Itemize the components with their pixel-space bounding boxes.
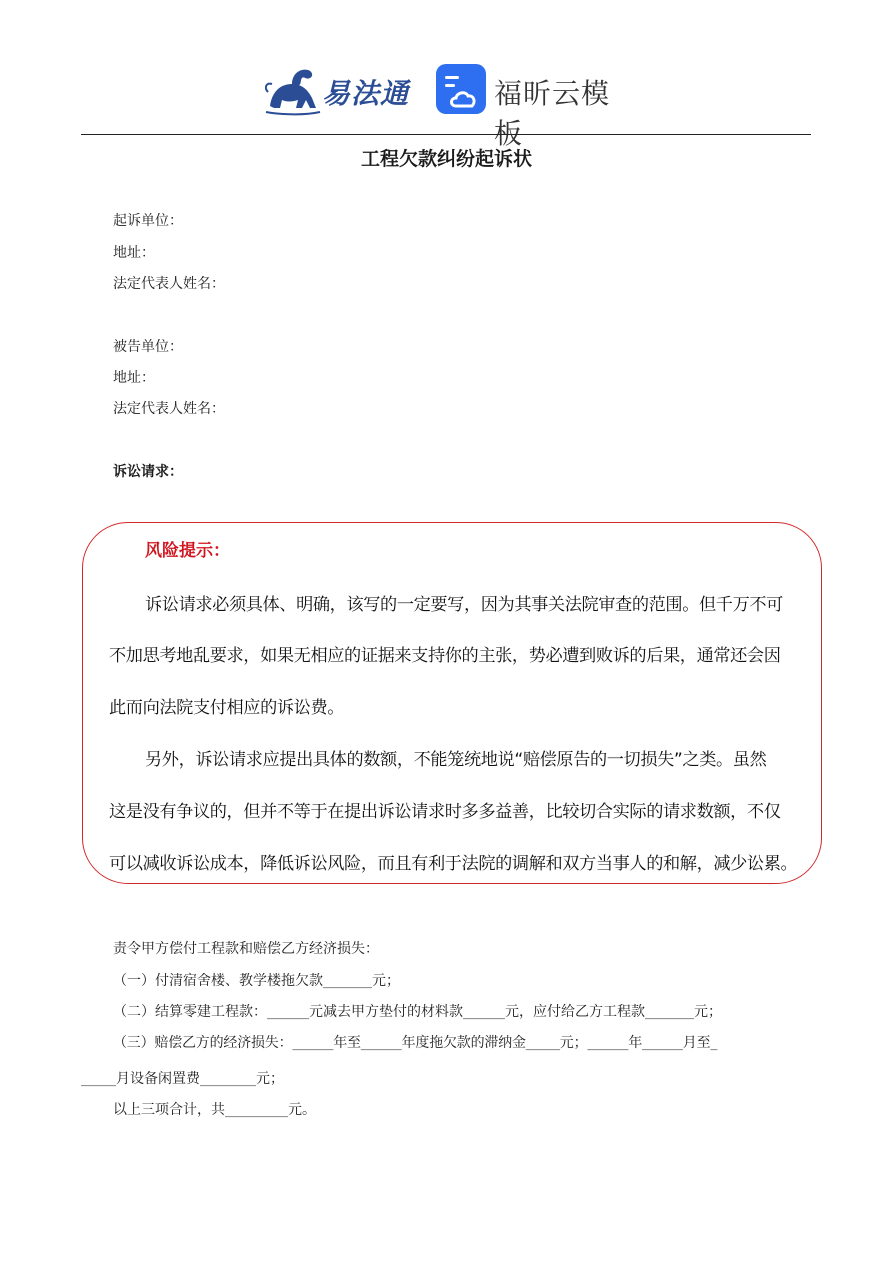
- yifatong-brand-text: 易法通: [322, 77, 410, 110]
- plaintiff-address-label: 地址：: [113, 245, 155, 261]
- claim-item-3-continued: _____月设备闲置费________元；: [81, 1071, 284, 1087]
- claims-heading: 诉讼请求：: [113, 464, 183, 480]
- cloud-document-icon: [436, 64, 486, 114]
- risk-line: 诉讼请求必须具体、明确，该写的一定要写，因为其事关法院审查的范围。但千万不可: [145, 595, 783, 615]
- plaintiff-unit-label: 起诉单位：: [113, 213, 183, 229]
- risk-line: 不加思考地乱要求，如果无相应的证据来支持你的主张，势必遭到败诉的后果，通常还会因: [109, 646, 781, 666]
- document-header: [0, 58, 893, 150]
- document-title: 工程欠款纠纷起诉状: [360, 148, 532, 170]
- claims-total: 以上三项合计，共_________元。: [113, 1102, 316, 1118]
- claim-item-3: （三）赔偿乙方的经济损失：______年至______年度拖欠款的滞纳金_____元；______年______月至_: [113, 1035, 718, 1051]
- yifatong-logo: [262, 62, 418, 118]
- header-divider: [81, 134, 811, 135]
- defendant-address-label: 地址：: [113, 370, 155, 386]
- risk-line: 可以减收诉讼成本，降低诉讼风险，而且有利于法院的调解和双方当事人的和解，减少讼累。: [109, 854, 798, 874]
- qilin-mascot-icon: [262, 62, 322, 118]
- plaintiff-rep-label: 法定代表人姓名：: [113, 276, 225, 292]
- risk-line: 此而向法院支付相应的诉讼费。: [109, 698, 345, 718]
- risk-warning-title: 风险提示：: [145, 541, 230, 561]
- defendant-unit-label: 被告单位：: [113, 339, 183, 355]
- risk-line: 这是没有争议的，但并不等于在提出诉讼请求时多多益善，比较切合实际的请求数额，不仅: [109, 802, 781, 822]
- foxit-brand-text: 福昕云模板: [494, 77, 611, 150]
- claim-item-1: （一）付清宿舍楼、教学楼拖欠款_______元；: [113, 973, 400, 989]
- claims-intro: 责令甲方偿付工程款和赔偿乙方经济损失：: [113, 941, 379, 957]
- foxit-cloud-template-logo: [436, 64, 636, 150]
- defendant-rep-label: 法定代表人姓名：: [113, 401, 225, 417]
- risk-line: 另外，诉讼请求应提出具体的数额，不能笼统地说“赔偿原告的一切损失”之类。虽然: [145, 750, 767, 770]
- claim-item-2: （二）结算零建工程款：______元减去甲方垫付的材料款______元，应付给乙方工程款_______元；: [113, 1004, 722, 1020]
